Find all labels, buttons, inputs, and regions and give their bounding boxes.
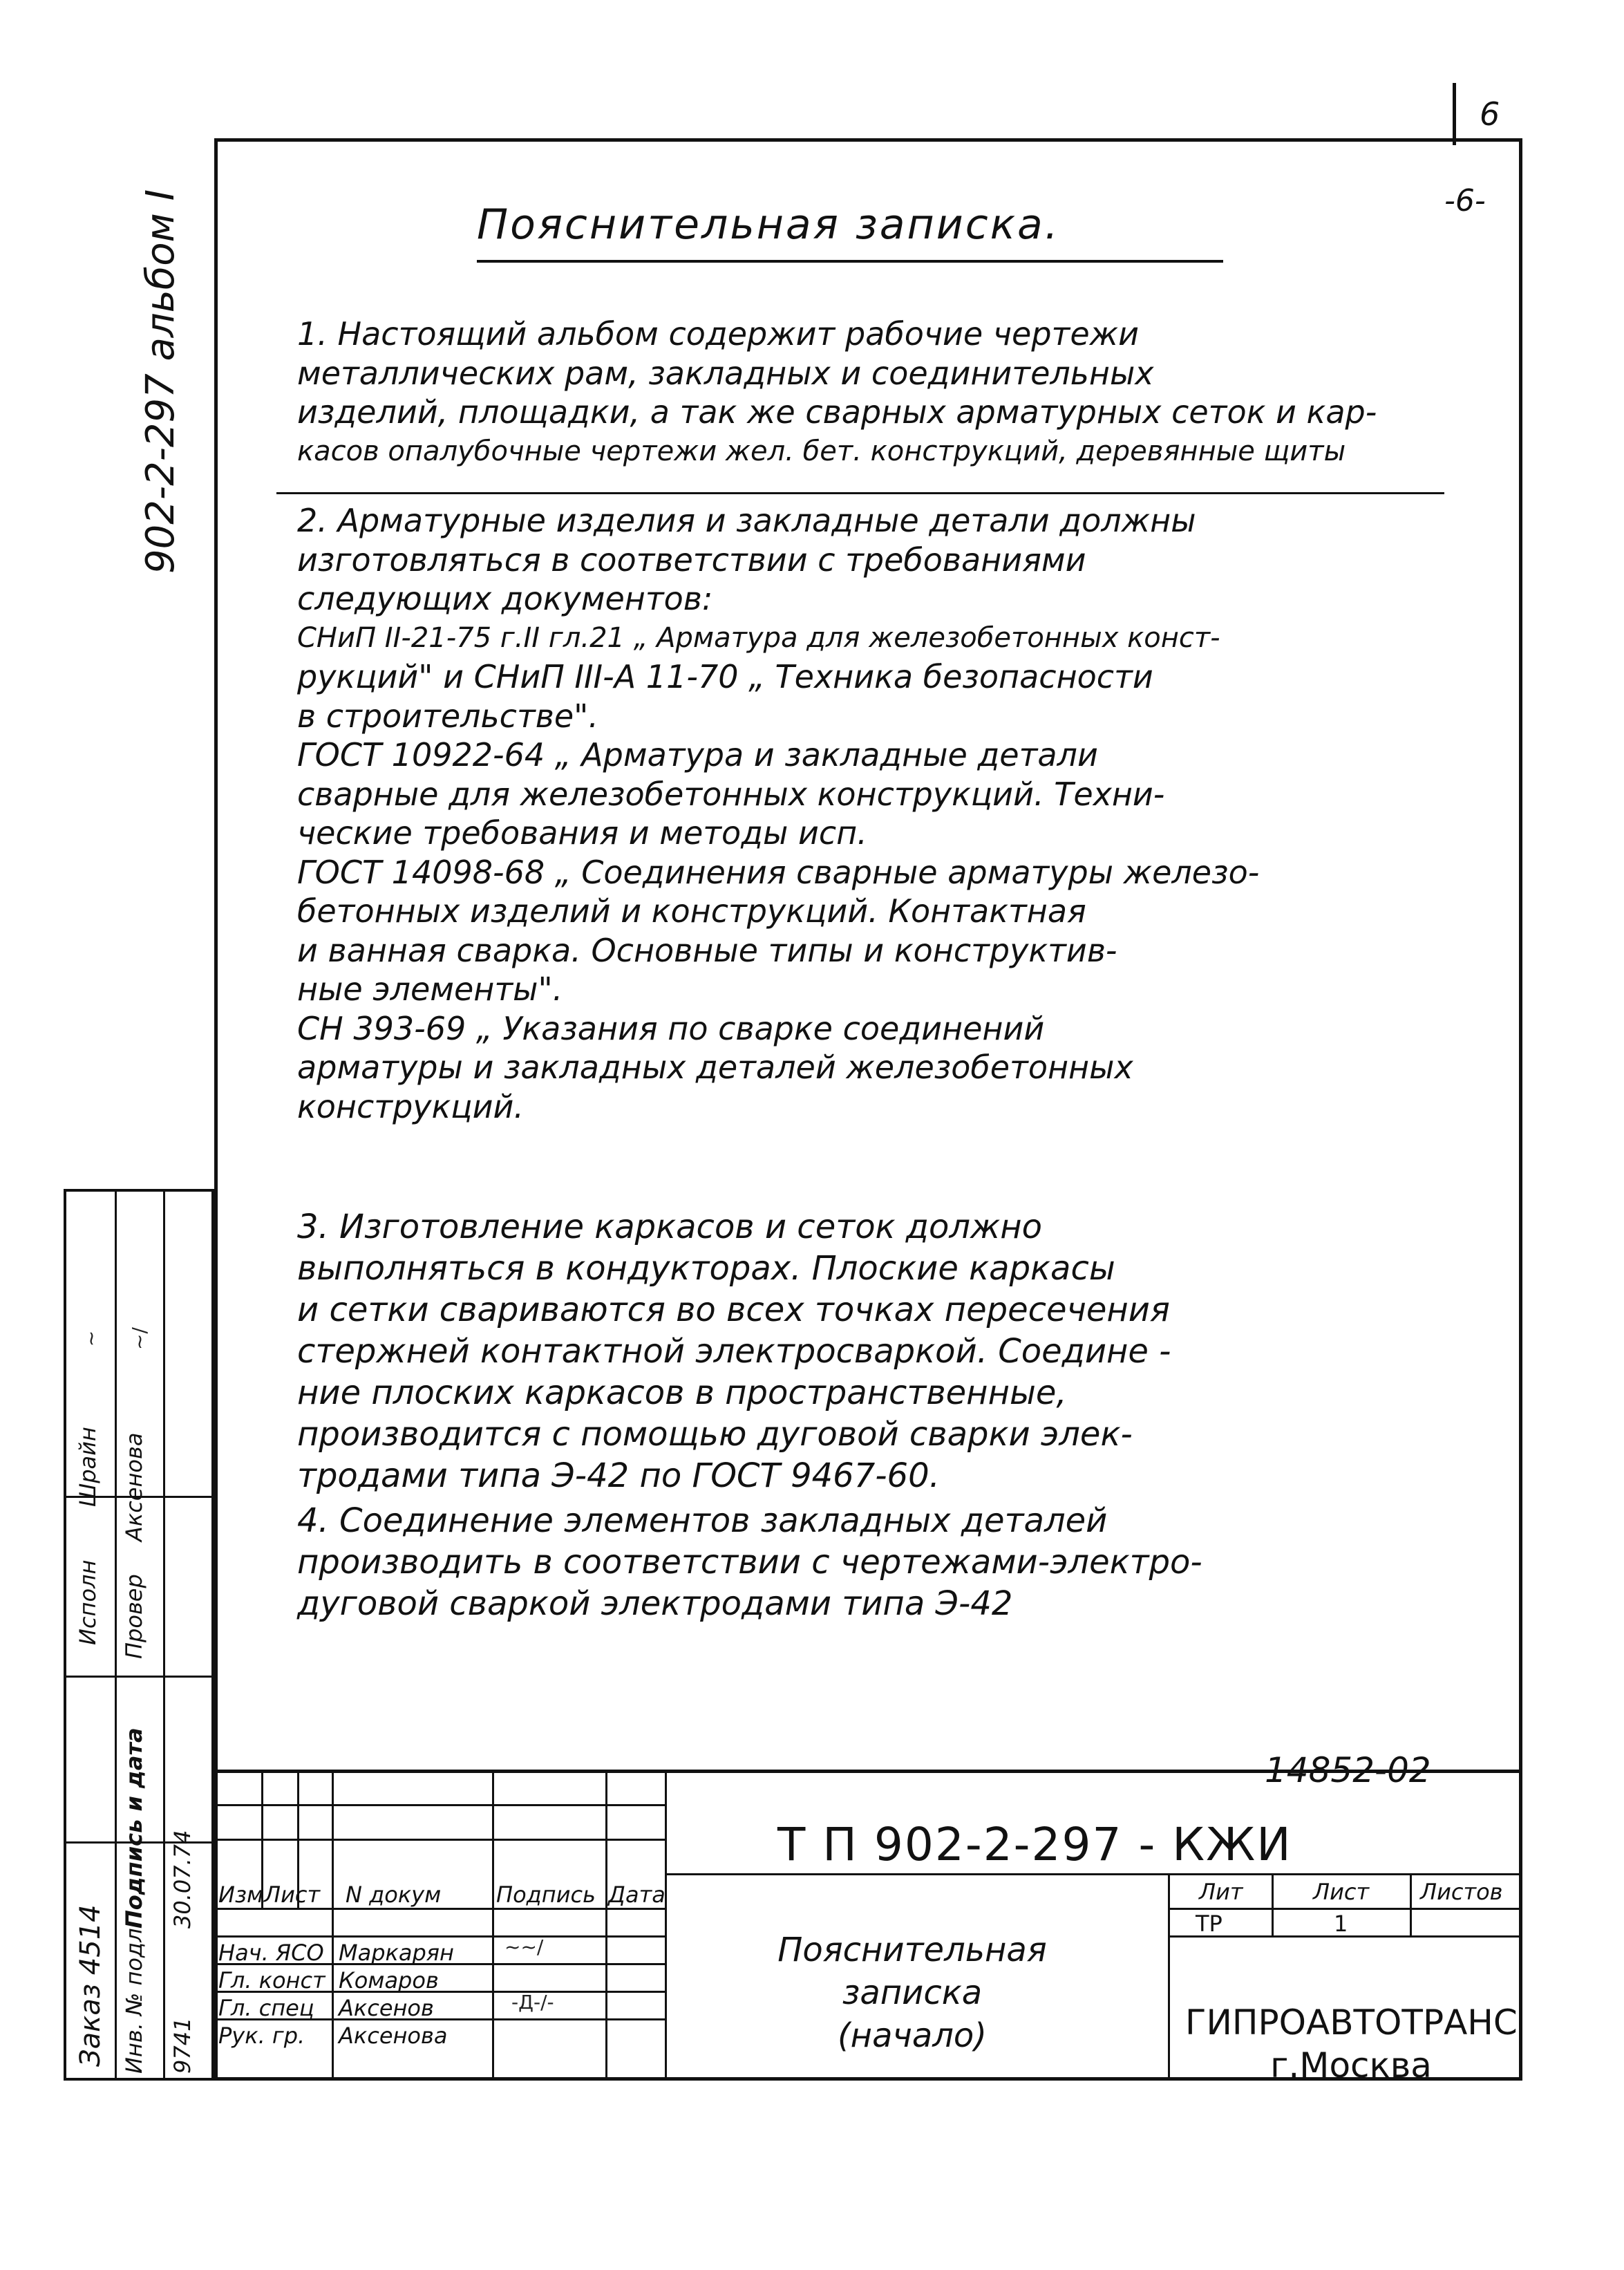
text-line: ческие требования и методы исп.	[297, 814, 867, 852]
text-line: СН 393-69 „ Указания по сварке соединений	[297, 1009, 1045, 1047]
executor-name: Шрайн	[75, 1427, 101, 1507]
text-line: тродами типа Э-42 по ГОСТ 9467-60.	[297, 1456, 940, 1495]
text-line: и сетки свариваются во всех точках пересечения	[297, 1291, 1170, 1329]
signature: ~~/	[504, 1935, 544, 1958]
text-line: выполняться в кондукторах. Плоские каркасы	[297, 1249, 1115, 1288]
sheet-corner-number: 6	[1480, 95, 1500, 133]
text-line: в строительстве".	[297, 697, 598, 735]
text-line: бетонных изделий и конструкций. Контактная	[297, 892, 1086, 930]
text-line: 4. Соединение элементов закладных деталей	[297, 1501, 1108, 1540]
title-underline	[477, 260, 1223, 263]
inv-label: Инв. № подл.	[121, 1921, 147, 2074]
checker-name: Аксенова	[121, 1432, 147, 1541]
text-line: дуговой сваркой электродами типа Э-42	[297, 1584, 1013, 1623]
stamp-divider	[1410, 1873, 1412, 1935]
checker-label: Провер	[121, 1574, 147, 1659]
stamp-name: Аксенова	[339, 2023, 448, 2049]
text-line: 2. Арматурные изделия и закладные детали должны	[297, 502, 1196, 539]
doc-name-line: Пояснительная	[777, 1931, 1047, 1969]
doc-name-line: (начало)	[837, 2016, 988, 2055]
text-line: ние плоских каркасов в пространственные,	[297, 1373, 1067, 1412]
text-line: СНиП II-21-75 г.II гл.21 „ Арматура для железобетонных конст-	[297, 621, 1220, 654]
text-line: производится с помощью дуговой сварки элек-	[297, 1415, 1133, 1454]
executor-label: Исполн	[75, 1559, 101, 1645]
lit-label: Лит	[1199, 1879, 1243, 1905]
executor-signature: ~	[79, 1330, 103, 1347]
sheet-label: Лист	[1313, 1879, 1370, 1905]
lit-value: ТР	[1196, 1911, 1222, 1937]
stamp-divider	[1168, 1908, 1522, 1910]
sheet-value: 1	[1334, 1911, 1348, 1937]
paragraph-4	[297, 1500, 1500, 1624]
stamp-divider	[665, 1770, 667, 2081]
text-line: ГОСТ 14098-68 „ Соединения сварные арматуры железо-	[297, 853, 1260, 891]
stamp-role: Нач. ЯСО	[218, 1940, 324, 1966]
text-line: изготовляться в соответствии с требованиями	[297, 541, 1086, 579]
col-header-doc: N докум	[346, 1882, 442, 1908]
page-number: -6-	[1444, 183, 1486, 218]
sheets-label: Листов	[1420, 1879, 1503, 1905]
checker-signature: ~/	[127, 1327, 151, 1350]
stamp-name: Маркарян	[339, 1940, 454, 1966]
text-line: сварные для железобетонных конструкций. Техни-	[297, 775, 1165, 813]
document-name	[698, 1929, 1126, 2057]
stamp-name: Аксенов	[339, 1995, 434, 2021]
organization: ГИПРОАВТОТРАНС	[1185, 2002, 1518, 2043]
stamp-divider	[665, 1873, 1522, 1875]
stamp-divider	[1272, 1873, 1274, 1935]
sign-date-label: Подпись и дата	[121, 1727, 147, 1929]
signature: -Д-/-	[511, 1991, 554, 2014]
inv-value: 9741	[169, 2017, 196, 2074]
text-line: производить в соответствии с чертежами-электро-	[297, 1543, 1202, 1582]
document-code: Т П 902-2-297 - КЖИ	[777, 1818, 1292, 1871]
col-header-date: Дата	[608, 1882, 665, 1908]
text-line: конструкций.	[297, 1087, 525, 1125]
text-line: арматуры и закладных деталей железобетонных	[297, 1049, 1133, 1086]
text-line: ГОСТ 10922-64 „ Арматура и закладные детали	[297, 736, 1098, 773]
text-line: и ванная сварка. Основные типы и конструктив-	[297, 931, 1117, 969]
inventory-number: 14852-02	[1265, 1750, 1431, 1790]
text-line: изделий, площадки, а так же сварных арматурных сеток и кар-	[297, 393, 1377, 431]
stamp-name: Комаров	[339, 1967, 439, 1994]
organization-name	[1185, 2001, 1517, 2087]
stamp-divider	[1168, 1873, 1170, 2081]
sheet-corner-box	[1453, 83, 1539, 145]
paragraph-2	[297, 501, 1500, 1126]
text-line: стержней контактной электросваркой. Соедине -	[297, 1332, 1171, 1371]
text-line: касов опалубочные чертежи жел. бет. конструкций, деревянные щиты	[297, 435, 1346, 467]
album-label: 902-2-297 альбом I	[138, 189, 183, 574]
col-header-izm: Изм	[218, 1882, 264, 1908]
text-line: металлических рам, закладных и соединительных	[297, 354, 1154, 392]
page-title: Пояснительная записка.	[477, 200, 1060, 249]
paragraph-1	[297, 315, 1500, 471]
stamp-role: Рук. гр.	[218, 2023, 305, 2049]
stamp-role: Гл. спец	[218, 1995, 314, 2021]
text-line: рукций" и СНиП III-А 11-70 „ Техника безопасности	[297, 658, 1153, 695]
text-line: 3. Изготовление каркасов и сеток должно	[297, 1208, 1043, 1246]
col-header-list: Лист	[264, 1882, 321, 1908]
paragraph-divider	[276, 492, 1444, 494]
paragraph-3	[297, 1206, 1500, 1497]
sign-date-value: 30.07.74	[169, 1830, 196, 1929]
text-line: ные элементы".	[297, 970, 563, 1008]
city: г.Москва	[1270, 2045, 1432, 2085]
text-line: следующих документов:	[297, 580, 713, 617]
doc-name-line: записка	[842, 1973, 983, 2012]
stamp-role: Гл. конст	[218, 1967, 325, 1994]
text-line: 1. Настоящий альбом содержит рабочие чертежи	[297, 315, 1139, 353]
order-number: Заказ 4514	[75, 1904, 106, 2067]
col-header-sign: Подпись	[496, 1882, 596, 1908]
